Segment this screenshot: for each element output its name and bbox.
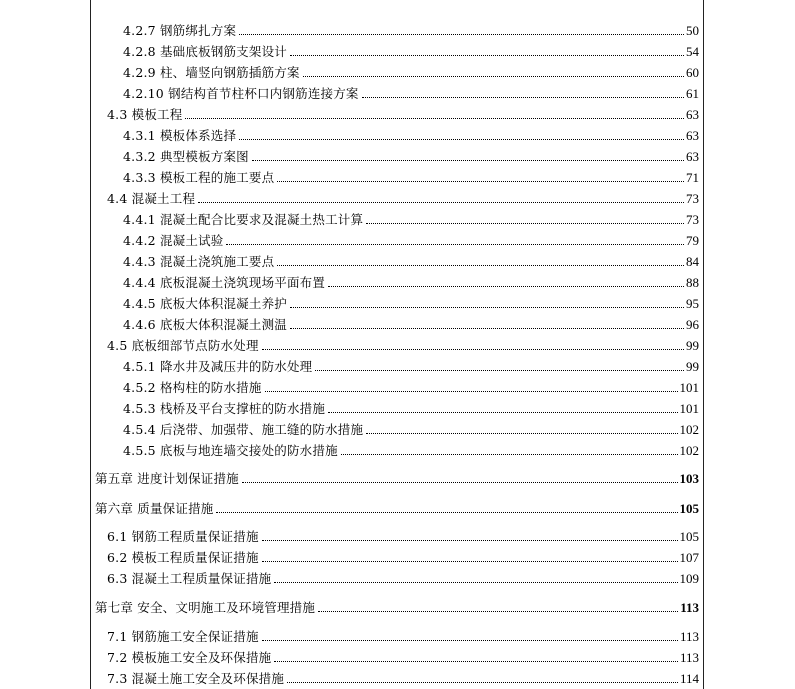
toc-entry-4-2-8[interactable] — [123, 41, 699, 59]
toc-leader-dots — [277, 180, 684, 182]
toc-leader-dots — [287, 681, 678, 683]
toc-entry-4-4-1[interactable] — [123, 209, 699, 227]
toc-chapter-5[interactable] — [95, 468, 699, 486]
toc-leader-dots — [277, 264, 684, 266]
toc-leader-dots — [274, 660, 678, 662]
toc-entry-4-2-10[interactable] — [123, 83, 699, 101]
toc-entry-4-4-3[interactable] — [123, 251, 699, 269]
toc-entry-page: 63 — [686, 149, 699, 164]
toc-chapter-title: 第七章 安全、文明施工及环境管理措施 — [95, 600, 316, 615]
toc-entry-title: 4.3.3 模板工程的施工要点 — [123, 170, 275, 185]
toc-entry-4-3-3[interactable] — [123, 167, 699, 185]
toc-entry-4-4-2[interactable] — [123, 230, 699, 248]
toc-leader-dots — [290, 306, 684, 308]
toc-leader-dots — [303, 75, 684, 77]
toc-entry-title: 4.2.8 基础底板钢筋支架设计 — [123, 44, 287, 59]
toc-entry-4-5[interactable] — [107, 335, 699, 353]
toc-leader-dots — [366, 432, 677, 434]
toc-entry-4-4-6[interactable] — [123, 314, 699, 332]
toc-entry-title: 6.2 模板工程质量保证措施 — [107, 550, 259, 565]
toc-leader-dots — [252, 159, 684, 161]
toc-entry-4-5-1[interactable] — [123, 356, 699, 374]
toc-entry-title: 4.5 底板细部节点防水处理 — [107, 338, 259, 353]
toc-entry-title: 4.5.5 底板与地连墙交接处的防水措施 — [123, 443, 338, 458]
toc-entry-page: 88 — [686, 275, 699, 290]
toc-entry-4-5-4[interactable] — [123, 419, 699, 437]
toc-entry-title: 4.2.10 钢结构首节柱杯口内钢筋连接方案 — [123, 86, 359, 101]
toc-entry-title: 4.4.5 底板大体积混凝土养护 — [123, 296, 287, 311]
toc-leader-dots — [216, 511, 677, 513]
toc-entry-title: 4.3.2 典型模板方案图 — [123, 149, 249, 164]
toc-chapter-6[interactable] — [95, 498, 699, 516]
toc-leader-dots — [318, 610, 678, 612]
toc-entry-4-5-3[interactable] — [123, 398, 699, 416]
toc-entry-page: 102 — [679, 422, 699, 437]
toc-chapter-page: 103 — [679, 471, 699, 486]
toc-entry-4-4-4[interactable] — [123, 272, 699, 290]
toc-entry-title: 4.4 混凝土工程 — [107, 191, 196, 206]
toc-entry-4-5-5[interactable] — [123, 440, 699, 458]
toc-entry-7-3[interactable] — [107, 668, 699, 686]
toc-entry-title: 7.3 混凝土施工安全及环保措施 — [107, 671, 285, 686]
toc-chapter-title: 第六章 质量保证措施 — [95, 501, 214, 516]
toc-leader-dots — [328, 411, 677, 413]
toc-leader-dots — [315, 369, 684, 371]
toc-entry-page: 95 — [686, 296, 699, 311]
toc-entry-4-2-7[interactable] — [123, 20, 699, 38]
toc-entry-title: 4.3.1 模板体系选择 — [123, 128, 237, 143]
toc-leader-dots — [265, 390, 678, 392]
toc-entry-page: 99 — [686, 338, 699, 353]
toc-leader-dots — [198, 201, 684, 203]
toc-entry-title: 4.5.1 降水井及减压井的防水处理 — [123, 359, 313, 374]
toc-entry-title: 4.4.1 混凝土配合比要求及混凝土热工计算 — [123, 212, 364, 227]
toc-entry-4-5-2[interactable] — [123, 377, 699, 395]
toc-leader-dots — [274, 581, 677, 583]
toc-leader-dots — [239, 138, 684, 140]
toc-entry-4-4-5[interactable] — [123, 293, 699, 311]
toc-entry-page: 101 — [679, 380, 699, 395]
toc-entry-page: 109 — [679, 571, 699, 586]
toc-entry-page: 99 — [686, 359, 699, 374]
toc-entry-page: 73 — [686, 212, 699, 227]
toc-entry-7-2[interactable] — [107, 647, 699, 665]
toc-entry-4-2-9[interactable] — [123, 62, 699, 80]
toc-entry-page: 73 — [686, 191, 699, 206]
toc-entry-7-1[interactable] — [107, 626, 699, 644]
toc-entry-4-3[interactable] — [107, 104, 699, 122]
toc-leader-dots — [341, 453, 678, 455]
toc-entry-page: 113 — [679, 650, 699, 665]
toc-entry-page: 79 — [686, 233, 699, 248]
toc-entry-page: 63 — [686, 107, 699, 122]
toc-entry-page: 60 — [686, 65, 699, 80]
toc-entry-title: 4.5.4 后浇带、加强带、施工缝的防水措施 — [123, 422, 364, 437]
toc-entry-page: 63 — [686, 128, 699, 143]
toc-leader-dots — [328, 285, 684, 287]
toc-entry-page: 50 — [686, 23, 699, 38]
toc-entry-page: 107 — [679, 550, 699, 565]
toc-entry-6-2[interactable] — [107, 547, 699, 565]
toc-entry-title: 4.5.3 栈桥及平台支撑桩的防水措施 — [123, 401, 326, 416]
toc-entry-page: 61 — [686, 86, 699, 101]
toc-leader-dots — [262, 539, 678, 541]
toc-entry-title: 4.4.6 底板大体积混凝土测温 — [123, 317, 287, 332]
toc-entry-4-3-1[interactable] — [123, 125, 699, 143]
toc-entry-page: 101 — [679, 401, 699, 416]
toc-leader-dots — [366, 222, 684, 224]
toc-entry-page: 105 — [679, 529, 699, 544]
toc-entry-title: 4.2.7 钢筋绑扎方案 — [123, 23, 237, 38]
toc-entry-4-4[interactable] — [107, 188, 699, 206]
toc-entry-page: 84 — [686, 254, 699, 269]
toc-leader-dots — [290, 54, 684, 56]
toc-chapter-page: 113 — [680, 600, 699, 615]
toc-entry-title: 7.1 钢筋施工安全保证措施 — [107, 629, 259, 644]
toc-entry-page: 113 — [679, 629, 699, 644]
toc-leader-dots — [242, 481, 678, 483]
toc-entry-title: 4.4.4 底板混凝土浇筑现场平面布置 — [123, 275, 326, 290]
toc-leader-dots — [362, 96, 684, 98]
toc-entry-title: 4.4.3 混凝土浇筑施工要点 — [123, 254, 275, 269]
toc-entry-title: 4.4.2 混凝土试验 — [123, 233, 224, 248]
toc-entry-6-3[interactable] — [107, 568, 699, 586]
document-page — [90, 0, 704, 689]
toc-chapter-7[interactable] — [95, 597, 699, 615]
toc-entry-title: 4.5.2 格构柱的防水措施 — [123, 380, 262, 395]
toc-chapter-title: 第五章 进度计划保证措施 — [95, 471, 239, 486]
toc-leader-dots — [185, 117, 684, 119]
toc-entry-title: 4.3 模板工程 — [107, 107, 183, 122]
toc-entry-page: 54 — [686, 44, 699, 59]
toc-chapter-page: 105 — [679, 501, 699, 516]
toc-entry-title: 4.2.9 柱、墙竖向钢筋插筋方案 — [123, 65, 300, 80]
toc-leader-dots — [226, 243, 684, 245]
toc-entry-page: 96 — [686, 317, 699, 332]
toc-entry-title: 6.1 钢筋工程质量保证措施 — [107, 529, 259, 544]
toc-leader-dots — [290, 327, 684, 329]
toc-entry-6-1[interactable] — [107, 526, 699, 544]
toc-entry-4-3-2[interactable] — [123, 146, 699, 164]
toc-entry-title: 7.2 模板施工安全及环保措施 — [107, 650, 272, 665]
toc-entry-page: 71 — [686, 170, 699, 185]
toc-leader-dots — [239, 33, 684, 35]
toc-entry-title: 6.3 混凝土工程质量保证措施 — [107, 571, 272, 586]
toc-leader-dots — [262, 348, 684, 350]
toc-leader-dots — [262, 639, 678, 641]
toc-leader-dots — [262, 560, 678, 562]
toc-entry-page: 114 — [679, 671, 699, 686]
toc-entry-page: 102 — [679, 443, 699, 458]
